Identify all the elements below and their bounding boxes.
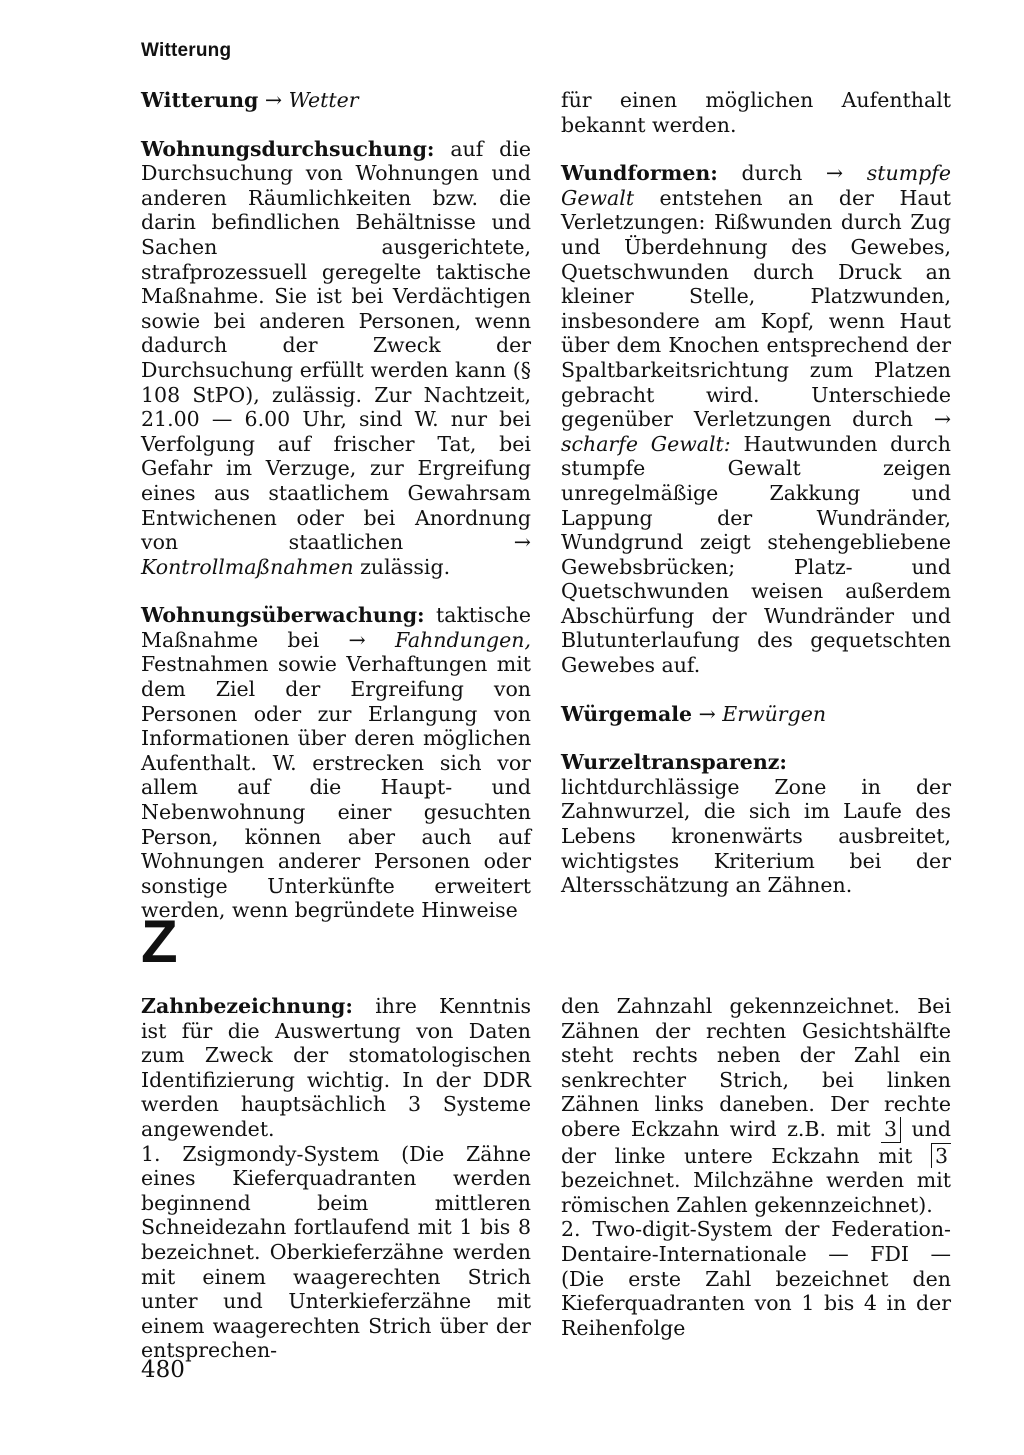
cross-reference: scharfe Gewalt: [561,431,731,456]
entry-term: Würgemale [561,701,693,726]
arrow: → [692,701,723,726]
entry-text: zulässig. [353,554,451,579]
running-head: Witterung [141,40,232,61]
entry-text: ihre Kenntnis ist für die Auswertung von Daten zum Zweck der stomatologischen Identifizierung wichtig. In der DDR werden hauptsächlich 3 Systeme angewendet. [141,994,531,1141]
entry-wuergemale [561,702,951,727]
list-item: 2. Two-digit-System der Federation-Dentaire-Internationale — FDI — (Die erste Zahl bezeichnet den Kieferquadranten von 1 bis 4 in der Reihenfolge [561,1217,951,1340]
entry-text: bezeichnet. Milchzähne werden mit römischen Zahlen gekennzeichnet). [561,1168,951,1217]
list-item: 1. Zsigmondy-System (Die Zähne eines Kieferquadranten werden beginnend beim mittleren Schneidezahn fortlaufend mit 1 bis 8 bezeichnet. Oberkieferzähne werden mit einem waagerechten Strich unter und Unterkieferzähne mit einem waagerechten Strich über der entsprechen- [141,1141,531,1363]
entry-wohnungsueberwachung [141,603,531,923]
entry-text: Hautwunden durch stumpfe Gewalt zeigen unregelmäßige Zakkung und Lappung der Wundränder, Wundgrund zeigt stehengebliebene Gewebsbrücken; Platz- und Quetschwunden weisen außerdem Abschürfung der Wundränder und Blutunterlaufung des gequetschten Gewebes auf. [561,431,951,678]
column-right-top [561,88,951,898]
column-left-top [141,88,531,923]
entry-term: Wohnungsdurchsuchung: [141,136,435,161]
entry-witterung [141,88,531,113]
cross-reference: stumpfe Gewalt [561,161,951,210]
tooth-notation-lower-left: 3 [931,1143,951,1169]
page-number: 480 [141,1357,185,1383]
entry-text: Festnahmen sowie Verhaftungen mit dem Ziel der Ergreifung von Personen oder zur Erlangung von Informationen über deren möglichen Aufenthalt. W. erstrecken sich vor allem auf die Haupt- und Nebenwohnung einer gesuchten Person, können aber auch auf Wohnungen anderer Personen oder sonstige Unterkünfte erweitert werden, wenn begründete Hinweise [141,652,531,923]
tooth-notation-upper-right: 3 [881,1117,901,1143]
entry-term: Witterung [141,88,259,112]
entry-zahnbezeichnung [141,994,531,1142]
entry-continuation [561,994,951,1217]
cross-reference: Fahndungen, [395,627,531,652]
entry-term: Wundformen: [561,161,718,186]
entry-term: Wurzeltransparenz: [561,750,787,775]
entry-wurzeltransparenz [561,750,951,898]
entry-wohnungsdurchsuchung [141,137,531,580]
entry-text: und der linke untere Eckzahn mit [561,1116,951,1168]
entry-text: lichtdurchlässige Zone in der Zahnwurzel, die sich im Laufe des Lebens kronenwärts ausbreitet, wichtigstes Kriterium bei der Altersschätzung an Zähnen. [561,774,951,898]
entry-term: Wohnungsüberwachung: [141,603,425,628]
entry-text: auf die Durchsuchung von Wohnungen und anderen Räumlichkeiten bzw. die darin befindlichen Behältnisse und Sachen ausgerichtete, strafprozessuell geregelte taktische Maßnahme. Sie ist bei Verdächtigen sowie bei anderen Personen, wenn dadurch der Zweck der Durchsuchung erfüllt werden kann (§ 108 StPO), zulässig. Zur Nachtzeit, 21.00 — 6.00 Uhr, sind W. nur bei Verfolgung auf frischer Tat, bei Gefahr im Verzuge, zur Ergreifung eines aus staatlichem Gewahrsam Entwichenen oder bei Anordnung von staatlichen → [141,136,531,555]
entry-text: den Zahnzahl gekennzeichnet. Bei Zähnen der rechten Gesichtshälfte steht rechts neben der Zahl ein senkrechter Strich, bei linken Zähnen links daneben. Der rechte obere Eckzahn wird z.B. mit [561,994,951,1141]
entry-text: durch → [717,161,867,186]
cross-reference: Wetter [288,88,359,112]
entry-continuation: für einen möglichen Aufenthalt bekannt werden. [561,88,951,137]
column-left-bottom [141,994,531,1363]
entry-text: taktische Maßnahme bei → [141,603,531,652]
column-right-bottom [561,994,951,1340]
entry-text: entstehen an der Haut Verletzungen: Rißwunden durch Zug und Überdehnung des Gewebes, Quetschwunden durch Druck an kleiner Stelle, Platzwunden, insbesondere am Kopf, wenn Haut über dem Knochen entsprechend der Spaltbarkeitsrichtung zum Platzen gebracht wird. Unterschiede gegenüber Verletzungen durch → [561,185,951,432]
cross-reference: Kontrollmaßnahmen [141,554,354,579]
cross-reference: Erwürgen [722,701,827,726]
arrow: → [258,88,289,112]
entry-term: Zahnbezeichnung: [141,994,353,1018]
section-letter: Z [141,908,178,975]
entry-wundformen [561,161,951,677]
